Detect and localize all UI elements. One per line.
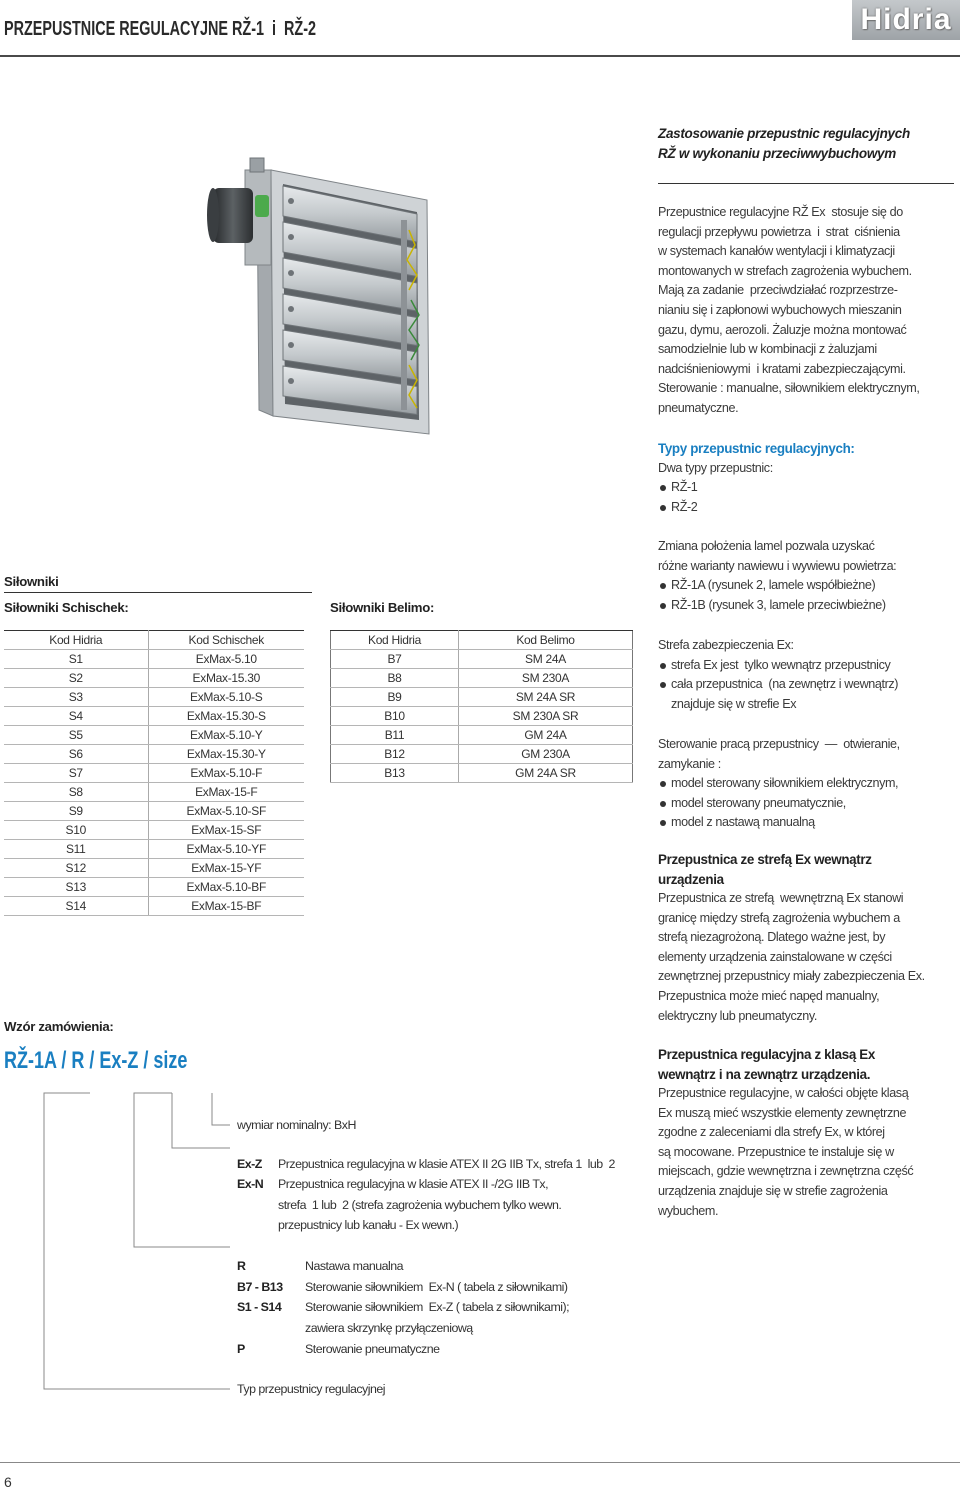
text-line: gazu, dymu, aerozoli. Żaluzje można montować [658, 322, 907, 337]
hidria-code-cell: S3 [4, 688, 148, 707]
bullet-item [658, 774, 958, 794]
bullet-item [658, 498, 958, 518]
text-line: nianiu się i zapłonowi wybuchowych mieszanin [658, 302, 902, 317]
text-line: Sterowanie pracą przepustnicy — otwieranie, [658, 737, 900, 751]
text-line: miejscach, gdzie wewnętrzna i zewnętrzna część [658, 1164, 914, 1179]
table-row [331, 726, 633, 745]
table-row [4, 802, 304, 821]
page-number: 6 [4, 1474, 12, 1490]
bullet-item [658, 794, 958, 814]
control-option-code [237, 1318, 305, 1339]
bullet-dot [660, 505, 666, 511]
bullet-dot [660, 781, 666, 787]
actuators-title: Siłowniki [4, 574, 59, 589]
text-line: regulacji przepływu powietrza i strat ciśnienia [658, 224, 900, 239]
bullet-item [658, 675, 958, 695]
table-header-row [331, 631, 633, 650]
type-label: Typ przepustnicy regulacyjnej [237, 1382, 386, 1396]
ex-continuation-line: przepustnicy lub kanału - Ex wewn.) [278, 1217, 459, 1232]
actuator-code-cell: ExMax-15.30-Y [148, 745, 304, 764]
hidria-code-cell: S11 [4, 840, 148, 859]
control-option-text: Sterowanie siłownikiem Ex-N ( tabela z siłownikami) [305, 1279, 568, 1294]
heading-line: Przepustnica regulacyjna z klasą Ex [658, 1047, 875, 1062]
control-option-code: R [237, 1259, 246, 1273]
control-option-code: P [237, 1341, 245, 1356]
heading-line: urządzenia [658, 871, 724, 887]
hidria-code-cell: B7 [331, 650, 459, 669]
hidria-code-cell: S5 [4, 726, 148, 745]
footer-rule [0, 1462, 960, 1463]
table-row [4, 669, 304, 688]
application-heading [658, 124, 958, 164]
bullet-dot [660, 663, 666, 669]
hidria-code-cell: S14 [4, 897, 148, 916]
control-intro [658, 735, 958, 774]
types-list [658, 478, 958, 517]
table-header-cell: Kod Hidria [331, 631, 459, 650]
text-line: samodzielnie lub w kombinacji z żaluzjami [658, 342, 877, 357]
table-row [331, 764, 633, 783]
application-paragraph [658, 203, 958, 419]
bullet-text: model sterowany pneumatycznie, [671, 795, 846, 810]
types-heading: Typy przepustnic regulacyjnych: [658, 441, 855, 456]
table-row [4, 745, 304, 764]
text-line: Przepustnice regulacyjne RŽ Ex stosuje się do [658, 205, 903, 219]
variants-section [658, 537, 958, 615]
table-header-cell: Kod Hidria [4, 631, 148, 650]
table-row [331, 650, 633, 669]
ex-option-code: Ex-N [237, 1177, 264, 1192]
text-line: Mają za zadanie przeciwdziałać rozprzestrze- [658, 283, 898, 298]
bullet-dot [660, 583, 666, 589]
control-option-row [237, 1339, 569, 1360]
order-code: RŽ-1A / R / Ex-Z / size [4, 1047, 188, 1074]
control-option-text: zawiera skrzynkę przyłączeniową [305, 1321, 473, 1336]
table-row [4, 897, 304, 916]
section-rule [658, 183, 954, 184]
text-line: Przepustnica może mieć napęd manualny, [658, 988, 880, 1003]
full-ex-paragraph [658, 1084, 958, 1221]
hidria-code-cell: S9 [4, 802, 148, 821]
bullet-text: model sterowany siłownikiem elektrycznym, [671, 776, 899, 791]
table-row [4, 764, 304, 783]
bullet-dot [660, 801, 666, 807]
schischek-table [4, 630, 304, 916]
actuator-code-cell: SM 230A [459, 669, 633, 688]
hidria-code-cell: S4 [4, 707, 148, 726]
text-line: zewnętrznej przepustnicy miały zabezpieczenia Ex. [658, 969, 925, 984]
control-option-row [237, 1277, 569, 1298]
variants-intro [658, 537, 958, 576]
hidria-code-cell: B8 [331, 669, 459, 688]
actuator-nut [250, 158, 264, 172]
text-line: Zmiana położenia lamel pozwala uzyskać [658, 539, 875, 553]
size-label: wymiar nominalny: BxH [237, 1118, 356, 1132]
table-row [331, 688, 633, 707]
table-row [4, 688, 304, 707]
control-option-row [237, 1318, 569, 1339]
text-line: granicę między strefą zagrożenia wybuchem a [658, 910, 900, 925]
text-line: Przepustnice regulacyjne, w całości objęte klasą [658, 1086, 909, 1100]
text-line: zgodne z zaleceniami dla strefy Ex, w której [658, 1125, 885, 1140]
text-line: Ex muszą mieć wszystkie elementy zewnętrzne [658, 1105, 907, 1120]
text-line: różne warianty nawiewu i wywiewu powietrza: [658, 558, 897, 573]
table-header-row [4, 631, 304, 650]
text-line: wybuchem. [658, 1203, 719, 1218]
schischek-title: Siłowniki Schischek: [4, 600, 129, 615]
bullet-text: RŽ-2 [671, 499, 698, 514]
bullet-text: cała przepustnica (na zewnętrz i wewnątrz) [671, 677, 899, 692]
belimo-table [330, 630, 633, 783]
table-row [331, 707, 633, 726]
hidria-code-cell: S6 [4, 745, 148, 764]
ex-option-row [237, 1174, 615, 1194]
bullet-text: RŽ-1A (rysunek 2, lamele współbieżne) [671, 578, 876, 593]
control-section [658, 735, 958, 833]
table-row [331, 669, 633, 688]
bullet-text: RŽ-1B (rysunek 3, lamele przeciwbieżne) [671, 597, 886, 612]
table-row [4, 859, 304, 878]
hidria-code-cell: B12 [331, 745, 459, 764]
damper-photo [195, 150, 445, 435]
control-list [658, 774, 958, 833]
table-row [4, 783, 304, 802]
bullet-dot [660, 820, 666, 826]
hidria-code-cell: B10 [331, 707, 459, 726]
ex-option-text: Przepustnica regulacyjna w klasie ATEX II 2G IIB Tx, strefa 1 lub 2 [278, 1157, 615, 1171]
actuator-code-cell: ExMax-5.10-SF [148, 802, 304, 821]
text-line: urządzenia znajduje się w strefie zagrożenia [658, 1183, 888, 1198]
table-row [4, 840, 304, 859]
hidria-logo: Hidria [852, 0, 960, 40]
actuator-code-cell: ExMax-15-BF [148, 897, 304, 916]
page-title: PRZEPUSTNICE REGULACYJNE RŽ-1 i RŽ-2 [4, 18, 317, 40]
hidria-code-cell: S7 [4, 764, 148, 783]
control-option-code: B7 - B13 [237, 1279, 283, 1294]
actuator-code-cell: ExMax-5.10 [148, 650, 304, 669]
text-line: w systemach kanałów wentylacji i klimatyzacji [658, 244, 895, 259]
zone-intro: Strefa zabezpieczenia Ex: [658, 638, 794, 652]
heading-line: RŽ w wykonaniu przeciwwybuchowym [658, 146, 896, 161]
bullet-dot [660, 682, 666, 688]
hidria-code-cell: S10 [4, 821, 148, 840]
text-line: pneumatyczne. [658, 400, 739, 415]
heading-line: Przepustnica ze strefą Ex wewnątrz [658, 852, 872, 867]
tree-line-size [212, 1093, 230, 1125]
bullet-dot [660, 485, 666, 491]
bullet-item [658, 813, 958, 833]
zone-continuation: znajduje się w strefie Ex [671, 696, 797, 711]
text-line: strefą niezagrożoną. Dlatego ważne jest, by [658, 930, 886, 945]
full-ex-heading [658, 1045, 958, 1084]
tree-line-type [44, 1093, 230, 1389]
bullet-item [658, 656, 958, 676]
table-row [4, 707, 304, 726]
bullet-dot [660, 603, 666, 609]
actuator-code-cell: ExMax-15.30 [148, 669, 304, 688]
control-option-row [237, 1297, 569, 1318]
belimo-title: Siłowniki Belimo: [330, 600, 435, 615]
table-row [4, 650, 304, 669]
text-line: montowanych w strefach zagrożenia wybuchem. [658, 263, 912, 278]
zone-list [658, 656, 958, 695]
actuator-code-cell: ExMax-5.10-YF [148, 840, 304, 859]
tree-line-ex [172, 1093, 230, 1148]
hidria-code-cell: S12 [4, 859, 148, 878]
actuator-code-cell: ExMax-5.10-F [148, 764, 304, 783]
order-title: Wzór zamówienia: [4, 1019, 114, 1034]
ex-option-text: Przepustnica regulacyjna w klasie ATEX II -/2G IIB Tx, [278, 1177, 549, 1192]
types-intro: Dwa typy przepustnic: [658, 460, 773, 475]
actuator-code-cell: ExMax-5.10-Y [148, 726, 304, 745]
text-line: Sterowanie : manualne, siłownikiem elektrycznym, [658, 381, 920, 396]
header-rule [0, 55, 960, 57]
control-option-code: S1 - S14 [237, 1300, 282, 1315]
hidria-code-cell: B13 [331, 764, 459, 783]
text-line: nadciśnieniowymi i kratami zabezpieczającymi. [658, 361, 906, 376]
actuator-code-cell: GM 230A [459, 745, 633, 764]
actuator-code-cell: ExMax-15-F [148, 783, 304, 802]
table-row [331, 745, 633, 764]
text-line: elementy urządzenia zainstalowane w części [658, 949, 892, 964]
bullet-item [658, 576, 958, 596]
actuator-code-cell: SM 230A SR [459, 707, 633, 726]
control-option-text: Sterowanie siłownikiem Ex-Z ( tabela z siłownikami); [305, 1300, 570, 1315]
text-line: elektryczny lub pneumatyczny. [658, 1008, 817, 1023]
linkage-bar [401, 220, 407, 410]
actuator-code-cell: GM 24A SR [459, 764, 633, 783]
heading-line: Zastosowanie przepustnic regulacyjnych [658, 126, 910, 141]
hidria-code-cell: B11 [331, 726, 459, 745]
internal-zone-paragraph [658, 889, 958, 1026]
types-section [658, 439, 958, 517]
text-line: Przepustnica ze strefą wewnętrzną Ex stanowi [658, 891, 904, 905]
hidria-code-cell: S8 [4, 783, 148, 802]
actuator-code-cell: SM 24A [459, 650, 633, 669]
actuator-code-cell: ExMax-5.10-BF [148, 878, 304, 897]
actuator-cap [207, 188, 219, 242]
actuator-code-cell: ExMax-15-SF [148, 821, 304, 840]
text-line: są mocowane. Przepustnice te instaluje się w [658, 1144, 894, 1159]
actuator-body [213, 188, 253, 243]
ex-option-code: Ex-Z [237, 1157, 262, 1171]
order-tree-lines [0, 1080, 236, 1400]
control-options [237, 1256, 569, 1359]
ex-continuation-line: strefa 1 lub 2 (strefa zagrożenia wybuchem tylko wewn. [278, 1197, 562, 1212]
ex-options [237, 1154, 615, 1235]
hidria-code-cell: B9 [331, 688, 459, 707]
variants-list [658, 576, 958, 615]
text-line: zamykanie : [658, 756, 721, 771]
table-row [4, 821, 304, 840]
heading-line: wewnątrz i na zewnątrz urządzenia. [658, 1066, 871, 1082]
table-row [4, 878, 304, 897]
bullet-item [658, 478, 958, 498]
control-option-text: Sterowanie pneumatyczne [305, 1341, 440, 1356]
bullet-text: strefa Ex jest tylko wewnątrz przepustnicy [671, 657, 891, 672]
internal-zone-heading [658, 850, 958, 889]
control-option-text: Nastawa manualna [305, 1259, 404, 1273]
hidria-code-cell: S13 [4, 878, 148, 897]
hidria-code-cell: S1 [4, 650, 148, 669]
bullet-text: RŽ-1 [671, 480, 698, 495]
actuator-code-cell: SM 24A SR [459, 688, 633, 707]
actuator-code-cell: ExMax-5.10-S [148, 688, 304, 707]
actuator-code-cell: ExMax-15.30-S [148, 707, 304, 726]
zone-section [658, 636, 958, 714]
actuator-code-cell: GM 24A [459, 726, 633, 745]
tree-line-control [134, 1093, 230, 1247]
table-header-cell: Kod Schischek [148, 631, 304, 650]
bullet-text: model z nastawą manualną [671, 815, 815, 830]
hidria-code-cell: S2 [4, 669, 148, 688]
actuators-rule [4, 592, 312, 593]
ex-option-row [237, 1154, 615, 1174]
table-row [4, 726, 304, 745]
actuator-green-ring [255, 195, 269, 217]
control-option-row [237, 1256, 569, 1277]
actuator-code-cell: ExMax-15-YF [148, 859, 304, 878]
table-header-cell: Kod Belimo [459, 631, 633, 650]
bullet-item [658, 596, 958, 616]
